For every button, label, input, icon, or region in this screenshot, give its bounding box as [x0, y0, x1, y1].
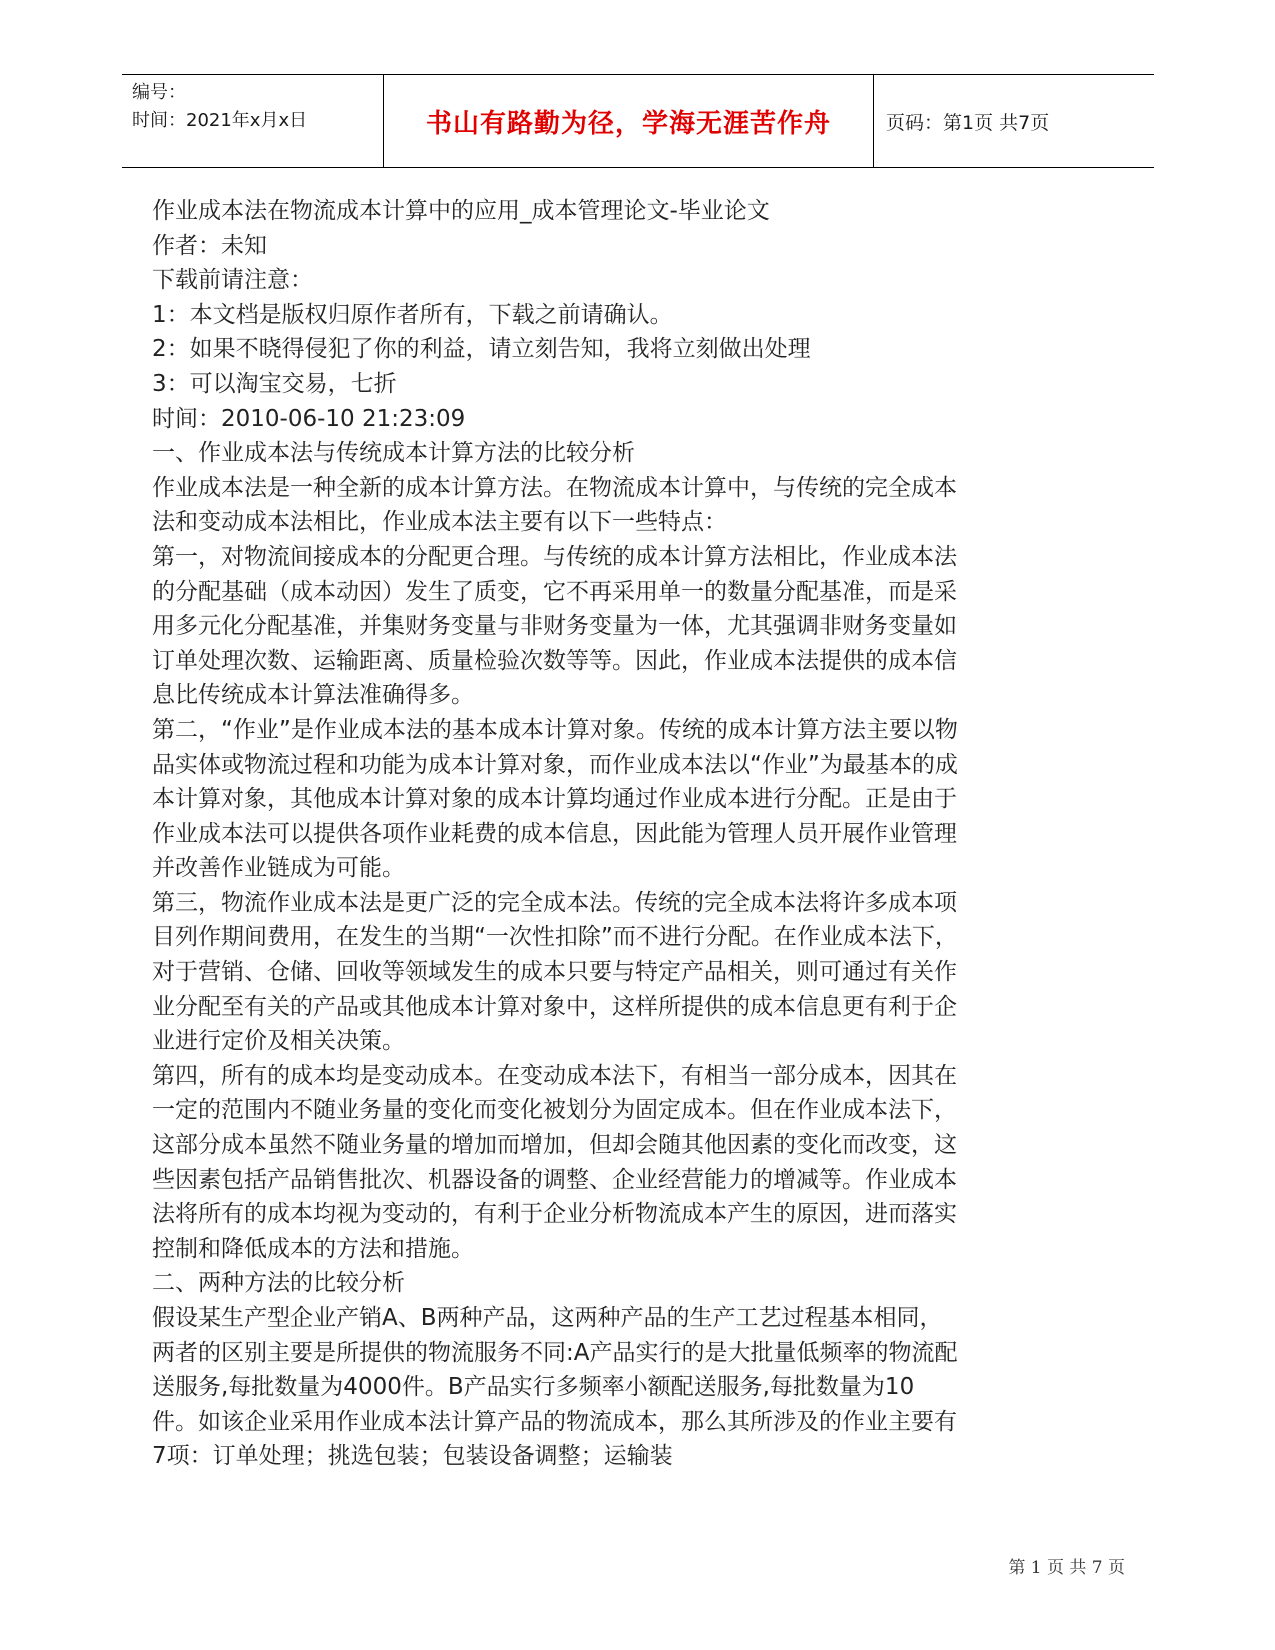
header-meta: [122, 75, 384, 167]
document-header: [122, 74, 1154, 168]
document-title: 作业成本法在物流成本计算中的应用_成本管理论文-毕业论文: [152, 198, 770, 224]
body-paragraph: 第二，“作业”是作业成本法的基本成本计算对象。传统的成本计算方法主要以物品实体或物流过程和功能为成本计算对象，而作业成本法以“作业”为最基本的成本计算对象，其他成本计算对象的成本计算均通过作业成本进行分配。正是由于作业成本法可以提供各项作业耗费的成本信息，因此能为管理人员开展作业管理并改善作业链成为可能。: [152, 716, 958, 882]
notice-item: 2：如果不晓得侵犯了你的利益，请立刻告知，我将立刻做出处理: [152, 336, 811, 363]
notice-heading: 下载前请注意：: [152, 267, 313, 294]
section-heading: 二、两种方法的比较分析: [152, 1270, 405, 1297]
document-time-label: 时间：2021年x月x日: [132, 110, 308, 131]
document-body: [152, 194, 960, 1474]
document-number-label: 编号：: [132, 82, 186, 103]
timestamp-line: 时间：2010-06-10 21:23:09: [152, 405, 466, 432]
page-footer: 第 1 页 共 7 页: [1008, 1558, 1125, 1578]
body-paragraph: 假设某生产型企业产销A、B两种产品，这两种产品的生产工艺过程基本相同，两者的区别主要是所提供的物流服务不同:A产品实行的是大批量低频率的物流配送服务,每批数量为4000件。B产品实行多频率小额配送服务,每批数量为10件。如该企业采用作业成本法计算产品的物流成本，那么其所涉及的作业主要有7项：订单处理；挑选包装；包装设备调整；运输装: [152, 1305, 958, 1470]
body-paragraph: 第三，物流作业成本法是更广泛的完全成本法。传统的完全成本法将许多成本项目列作期间费用，在发生的当期“一次性扣除”而不进行分配。在作业成本法下，对于营销、仓储、回收等领域发生的成本只要与特定产品相关，则可通过有关作业分配至有关的产品或其他成本计算对象中，这样所提供的成本信息更有利于企业进行定价及相关决策。: [152, 889, 958, 1055]
body-paragraph: 第一，对物流间接成本的分配更合理。与传统的成本计算方法相比，作业成本法的分配基础（成本动因）发生了质变，它不再采用单一的数量分配基准，而是采用多元化分配基准，并集财务变量与非财务变量为一体，尤其强调非财务变量如订单处理次数、运输距离、质量检验次数等等。因此，作业成本法提供的成本信息比传统成本计算法准确得多。: [152, 543, 957, 709]
header-motto: 书山有路勤为径，学海无涯苦作舟: [384, 75, 874, 167]
body-paragraph: 作业成本法是一种全新的成本计算方法。在物流成本计算中，与传统的完全成本法和变动成本法相比，作业成本法主要有以下一些特点：: [152, 474, 957, 536]
author-line: 作者：未知: [152, 232, 267, 259]
notice-item: 3：可以淘宝交易，七折: [152, 370, 397, 397]
section-heading: 一、作业成本法与传统成本计算方法的比较分析: [152, 440, 635, 467]
header-page-number: 页码：第1页 共7页: [886, 111, 1050, 134]
body-paragraph: 第四，所有的成本均是变动成本。在变动成本法下，有相当一部分成本，因其在一定的范围内不随业务量的变化而变化被划分为固定成本。但在作业成本法下，这部分成本虽然不随业务量的增加而增加，但却会随其他因素的变化而改变，这些因素包括产品销售批次、机器设备的调整、企业经营能力的增减等。作业成本法将所有的成本均视为变动的，有利于企业分析物流成本产生的原因，进而落实控制和降低成本的方法和措施。: [152, 1062, 957, 1262]
notice-item: 1：本文档是版权归原作者所有，下载之前请确认。: [152, 301, 673, 328]
